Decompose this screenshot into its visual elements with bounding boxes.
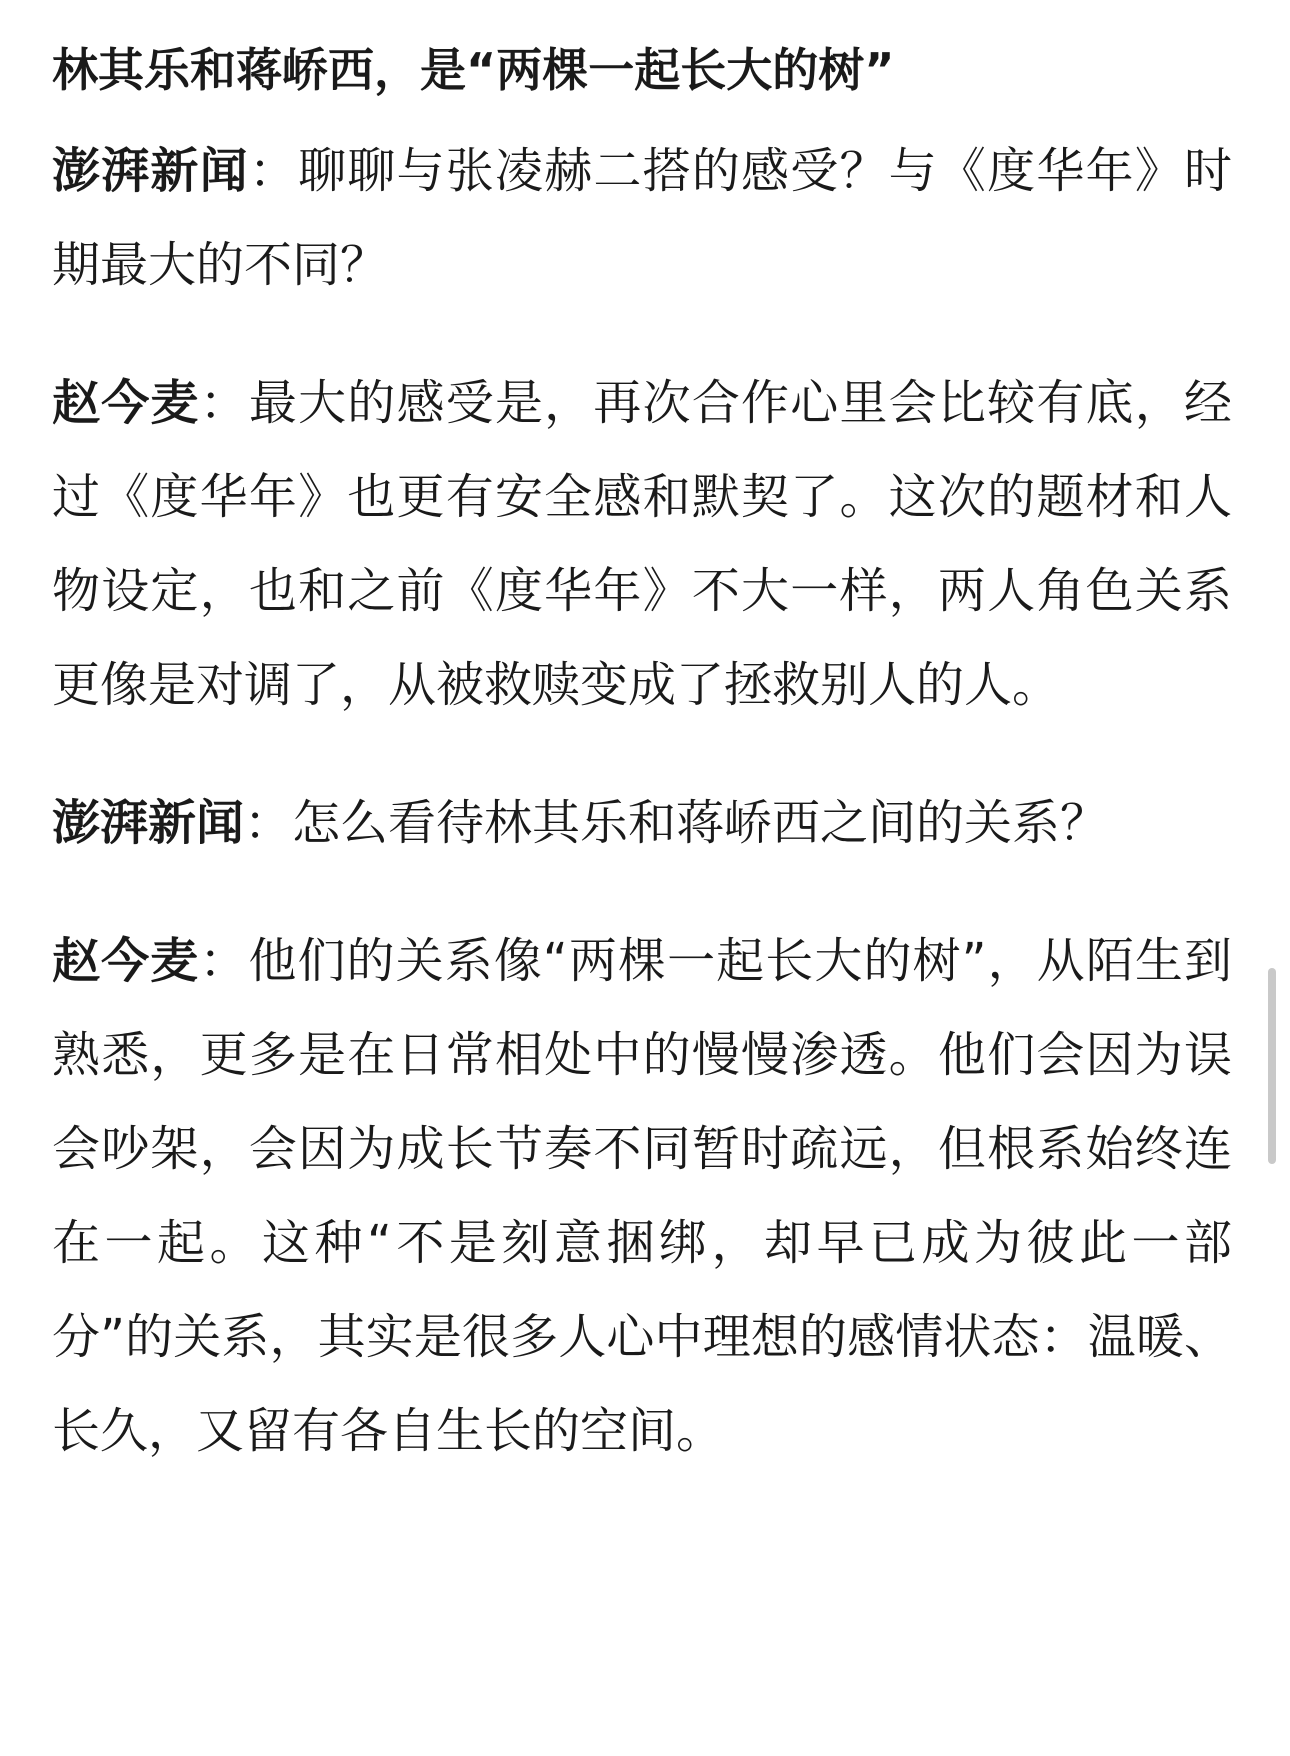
speaker-name: 赵今麦 xyxy=(52,375,200,431)
paragraph-text: 他们的关系像“两棵一起长大的树”，从陌生到熟悉，更多是在日常相处中的慢慢渗透。他们会因为误会吵架，会因为成长节奏不同暂时疏远，但根系始终连在一起。这种“不是刻意捆绑，却早已成为彼此一部分”的关系，其实是很多人心中理想的感情状态：温暖、长久，又留有各自生长的空间。 xyxy=(52,933,1232,1459)
speaker-separator: ： xyxy=(248,143,299,199)
article-body xyxy=(52,0,1232,1478)
speaker-separator: ： xyxy=(199,375,249,431)
speaker-name: 澎湃新闻 xyxy=(52,143,249,199)
interview-paragraph xyxy=(52,776,1232,870)
speaker-separator: ： xyxy=(244,795,293,851)
interview-paragraph xyxy=(52,356,1232,732)
speaker-separator: ： xyxy=(199,933,249,989)
speaker-name: 澎湃新闻 xyxy=(52,795,245,851)
interview-paragraph xyxy=(52,914,1232,1478)
paragraph-text: 聊聊与张凌赫二搭的感受？与《度华年》时期最大的不同？ xyxy=(52,143,1232,293)
section-heading: 林其乐和蒋峤西，是“两棵一起长大的树” xyxy=(52,43,895,97)
speaker-name: 赵今麦 xyxy=(52,933,200,989)
paragraph-text: 最大的感受是，再次合作心里会比较有底，经过《度华年》也更有安全感和默契了。这次的题材和人物设定，也和之前《度华年》不大一样，两人角色关系更像是对调了，从被救赎变成了拯救别人的人。 xyxy=(52,375,1232,713)
scrollbar-thumb[interactable] xyxy=(1268,968,1276,1164)
interview-paragraph xyxy=(52,124,1232,312)
paragraph-text: 怎么看待林其乐和蒋峤西之间的关系？ xyxy=(292,795,1109,851)
